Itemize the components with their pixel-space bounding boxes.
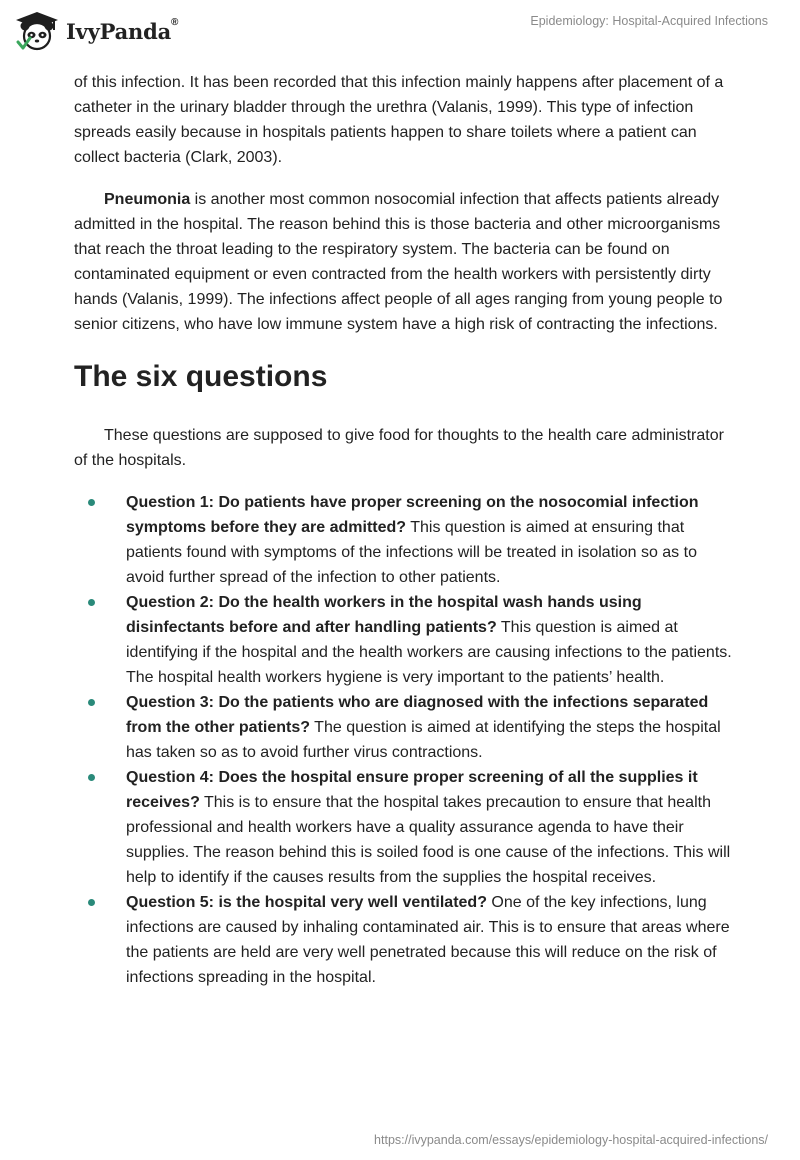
bullet-icon <box>88 499 95 506</box>
source-url[interactable]: https://ivypanda.com/essays/epidemiology-hospital-acquired-infections/ <box>374 1133 768 1147</box>
pneumonia-term: Pneumonia <box>104 191 191 208</box>
bullet-icon <box>88 599 95 606</box>
logo-wordmark: IvyPanda® <box>66 16 179 44</box>
list-item: Question 2: Do the health workers in the hospital wash hands using disinfectants before and after handling patients? This question is aimed at identifying if the hospital and the health workers are causing infections to the patients. The hospital health workers hygiene is very important to the patients’ health. <box>74 590 734 690</box>
section-heading: The six questions <box>74 360 328 393</box>
list-item: Question 4: Does the hospital ensure proper screening of all the supplies it receives? This is to ensure that the hospital takes precaution to ensure that health professional and health workers have a quality assurance agenda to have their supplies. The reason behind this is soiled food is one cause of the infections. This will help to identify if the causes results from the supplies the hospital receives. <box>74 765 734 890</box>
questions-list <box>74 490 734 990</box>
list-item: Question 5: is the hospital very well ventilated? One of the key infections, lung infections are caused by inhaling contaminated air. This is to ensure that areas where the patients are held are very well penetrated because this will reduce on the risk of infections spreading in the hospital. <box>74 890 734 990</box>
panda-logo-icon <box>14 10 60 52</box>
paragraph-urinary-infection: of this infection. It has been recorded that this infection mainly happens after placement of a catheter in the urinary bladder through the urethra (Valanis, 1999). This type of infection spreads easily because in hospitals patients happen to share toilets where a patient can collect bacteria (Clark, 2003). <box>74 74 724 166</box>
list-item: Question 1: Do patients have proper screening on the nosocomial infection symptoms before they are admitted? This question is aimed at ensuring that patients found with symptoms of the infections will be treated in isolation so as to avoid further spread of the infection to other patients. <box>74 490 734 590</box>
bullet-icon <box>88 899 95 906</box>
page-header <box>0 0 800 70</box>
questions-intro: These questions are supposed to give food for thoughts to the health care administrator of the hospitals. <box>74 427 724 469</box>
bullet-icon <box>88 774 95 781</box>
essay-content <box>74 70 734 990</box>
bullet-icon <box>88 699 95 706</box>
paragraph-pneumonia: Pneumonia is another most common nosocomial infection that affects patients already admitted in the hospital. The reason behind this is those bacteria and other microorganisms that reach the throat leading to the respiratory system. The bacteria can be found on contaminated equipment or even contracted from the health workers with persistently dirty hands (Valanis, 1999). The infections affect people of all ages ranging from young people to senior citizens, who have low immune system have a high risk of contracting the infections. <box>74 191 723 333</box>
site-logo[interactable] <box>14 10 178 52</box>
list-item: Question 3: Do the patients who are diagnosed with the infections separated from the other patients? The question is aimed at identifying the steps the hospital has taken so as to avoid further virus contractions. <box>74 690 734 765</box>
document-title: Epidemiology: Hospital-Acquired Infections <box>530 14 768 28</box>
